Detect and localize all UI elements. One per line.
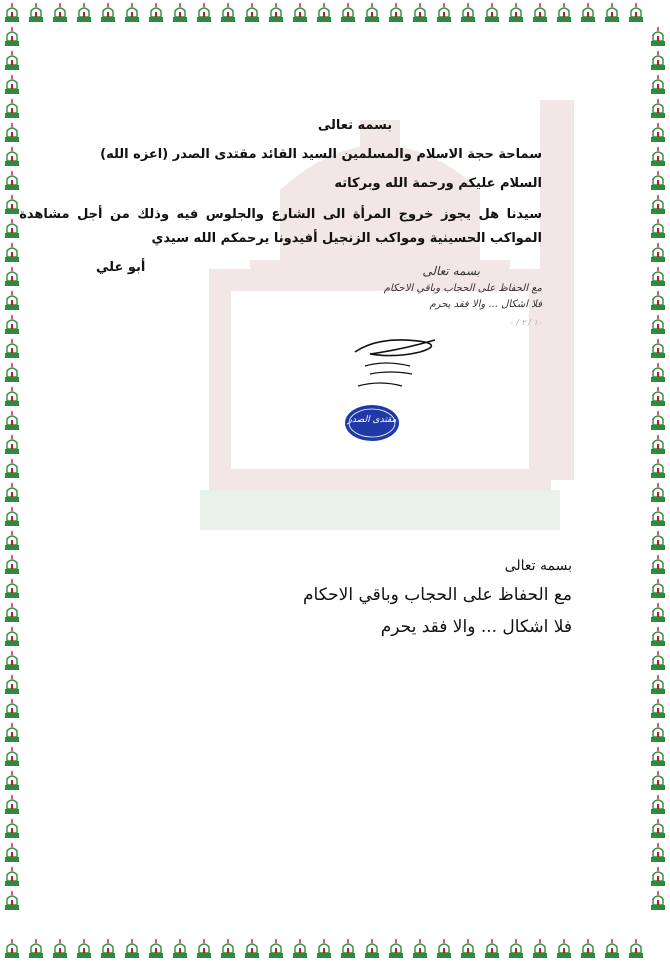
seal-text: مقتدى الصدر [347, 415, 397, 425]
handwritten-reply-line3: فلا اشكال ... والا فقد يحرم [429, 299, 542, 310]
border-mosque-tile-icon [1, 553, 23, 575]
border-mosque-tile-icon [647, 865, 669, 887]
ornamental-border-top [0, 0, 670, 24]
border-mosque-tile-icon [647, 193, 669, 215]
border-mosque-tile-icon [409, 937, 431, 959]
border-mosque-tile-icon [385, 1, 407, 23]
border-mosque-tile-icon [1, 793, 23, 815]
border-mosque-tile-icon [241, 937, 263, 959]
border-mosque-tile-icon [1, 697, 23, 719]
border-mosque-tile-icon [241, 1, 263, 23]
letter-heading: بسمه تعالى [317, 118, 393, 133]
border-mosque-tile-icon [647, 169, 669, 191]
border-mosque-tile-icon [97, 937, 119, 959]
border-mosque-tile-icon [1, 505, 23, 527]
border-mosque-tile-icon [169, 1, 191, 23]
typed-reply-line3: فلا اشكال ... والا فقد يحرم [380, 617, 572, 637]
border-mosque-tile-icon [1, 265, 23, 287]
border-mosque-tile-icon [1, 409, 23, 431]
border-mosque-tile-icon [647, 73, 669, 95]
border-mosque-tile-icon [73, 1, 95, 23]
border-mosque-tile-icon [361, 1, 383, 23]
border-mosque-tile-icon [577, 1, 599, 23]
border-mosque-tile-icon [647, 721, 669, 743]
border-mosque-tile-icon [505, 1, 527, 23]
border-mosque-tile-icon [457, 937, 479, 959]
border-mosque-tile-icon [647, 337, 669, 359]
border-mosque-tile-icon [553, 1, 575, 23]
border-mosque-tile-icon [1, 625, 23, 647]
border-mosque-tile-icon [97, 1, 119, 23]
border-mosque-tile-icon [647, 97, 669, 119]
ornamental-border-left [0, 24, 24, 936]
border-mosque-tile-icon [1, 865, 23, 887]
border-mosque-tile-icon [1, 889, 23, 911]
border-mosque-tile-icon [313, 1, 335, 23]
border-mosque-tile-icon [647, 841, 669, 863]
border-mosque-tile-icon [647, 625, 669, 647]
border-mosque-tile-icon [647, 385, 669, 407]
border-mosque-tile-icon [601, 937, 623, 959]
border-mosque-tile-icon [647, 313, 669, 335]
border-mosque-tile-icon [1, 673, 23, 695]
border-mosque-tile-icon [647, 25, 669, 47]
border-mosque-tile-icon [1, 433, 23, 455]
border-mosque-tile-icon [1, 1, 23, 23]
border-mosque-tile-icon [1, 145, 23, 167]
border-mosque-tile-icon [1, 817, 23, 839]
border-mosque-tile-icon [193, 1, 215, 23]
border-mosque-tile-icon [1, 769, 23, 791]
border-mosque-tile-icon [647, 649, 669, 671]
border-mosque-tile-icon [313, 937, 335, 959]
border-mosque-tile-icon [647, 889, 669, 911]
border-mosque-tile-icon [1, 841, 23, 863]
border-mosque-tile-icon [1, 73, 23, 95]
border-mosque-tile-icon [1, 649, 23, 671]
border-mosque-tile-icon [337, 1, 359, 23]
border-mosque-tile-icon [457, 1, 479, 23]
border-mosque-tile-icon [1, 745, 23, 767]
border-mosque-tile-icon [1, 529, 23, 551]
border-mosque-tile-icon [529, 937, 551, 959]
border-mosque-tile-icon [1, 313, 23, 335]
border-mosque-tile-icon [647, 673, 669, 695]
border-mosque-tile-icon [73, 937, 95, 959]
border-mosque-tile-icon [361, 937, 383, 959]
border-mosque-tile-icon [577, 937, 599, 959]
border-mosque-tile-icon [647, 433, 669, 455]
border-mosque-tile-icon [647, 817, 669, 839]
border-mosque-tile-icon [1, 241, 23, 263]
border-mosque-tile-icon [647, 529, 669, 551]
border-mosque-tile-icon [433, 937, 455, 959]
border-mosque-tile-icon [265, 1, 287, 23]
border-mosque-tile-icon [647, 265, 669, 287]
border-mosque-tile-icon [647, 409, 669, 431]
border-mosque-tile-icon [1, 169, 23, 191]
border-mosque-tile-icon [1, 25, 23, 47]
border-mosque-tile-icon [1, 361, 23, 383]
border-mosque-tile-icon [647, 145, 669, 167]
border-mosque-tile-icon [647, 361, 669, 383]
border-mosque-tile-icon [647, 553, 669, 575]
border-mosque-tile-icon [121, 1, 143, 23]
border-mosque-tile-icon [49, 1, 71, 23]
border-mosque-tile-icon [1, 481, 23, 503]
border-mosque-tile-icon [647, 697, 669, 719]
border-mosque-tile-icon [625, 937, 647, 959]
border-mosque-tile-icon [337, 937, 359, 959]
border-mosque-tile-icon [1, 937, 23, 959]
border-mosque-tile-icon [647, 769, 669, 791]
border-mosque-tile-icon [49, 937, 71, 959]
letter-question-line2: المواكب الحسينية ومواكب الزنجيل أفيدونا يرحمكم الله سيدي [151, 231, 542, 246]
border-mosque-tile-icon [647, 793, 669, 815]
border-mosque-tile-icon [647, 217, 669, 239]
letter-signature: أبو علي [96, 260, 146, 275]
handwritten-reply-line2: مع الحفاظ على الحجاب وباقي الاحكام [383, 283, 542, 294]
handwritten-signature-icon [340, 330, 450, 395]
ornamental-border-bottom [0, 936, 670, 960]
border-mosque-tile-icon [25, 1, 47, 23]
border-mosque-tile-icon [1, 337, 23, 359]
border-mosque-tile-icon [1, 49, 23, 71]
border-mosque-tile-icon [1, 385, 23, 407]
ornamental-border-right [646, 24, 670, 936]
border-mosque-tile-icon [433, 1, 455, 23]
border-mosque-tile-icon [481, 1, 503, 23]
border-mosque-tile-icon [1, 457, 23, 479]
border-mosque-tile-icon [553, 937, 575, 959]
border-mosque-tile-icon [145, 1, 167, 23]
border-mosque-tile-icon [647, 505, 669, 527]
border-mosque-tile-icon [529, 1, 551, 23]
letter-greeting: السلام عليكم ورحمة الله وبركاته [334, 176, 542, 191]
border-mosque-tile-icon [1, 577, 23, 599]
border-mosque-tile-icon [647, 481, 669, 503]
border-mosque-tile-icon [1, 289, 23, 311]
border-mosque-tile-icon [647, 241, 669, 263]
handwritten-reply-line1: بسمه تعالى [422, 264, 480, 278]
border-mosque-tile-icon [647, 601, 669, 623]
border-mosque-tile-icon [647, 745, 669, 767]
typed-reply-line2: مع الحفاظ على الحجاب وباقي الاحكام [303, 585, 572, 605]
border-mosque-tile-icon [647, 121, 669, 143]
border-mosque-tile-icon [145, 937, 167, 959]
border-mosque-tile-icon [217, 1, 239, 23]
border-mosque-tile-icon [505, 937, 527, 959]
border-mosque-tile-icon [409, 1, 431, 23]
border-mosque-tile-icon [193, 937, 215, 959]
border-mosque-tile-icon [169, 937, 191, 959]
typed-reply-line1: بسمه تعالى [504, 558, 572, 574]
letter-addressee: سماحة حجة الاسلام والمسلمين السيد القائد مقتدى الصدر (اعزه الله) [100, 147, 542, 162]
border-mosque-tile-icon [289, 937, 311, 959]
border-mosque-tile-icon [289, 1, 311, 23]
border-mosque-tile-icon [1, 97, 23, 119]
border-mosque-tile-icon [647, 457, 669, 479]
border-mosque-tile-icon [647, 577, 669, 599]
border-mosque-tile-icon [1, 721, 23, 743]
border-mosque-tile-icon [647, 289, 669, 311]
border-mosque-tile-icon [481, 937, 503, 959]
border-mosque-tile-icon [1, 121, 23, 143]
border-mosque-tile-icon [385, 937, 407, 959]
handwritten-date: ١٠ / ٢ / ٠ [509, 318, 542, 327]
border-mosque-tile-icon [265, 937, 287, 959]
letter-question-line1: سيدنا هل يجوز خروج المرأة الى الشارع والجلوس فيه وذلك من أجل مشاهدة [19, 207, 542, 222]
border-mosque-tile-icon [625, 1, 647, 23]
border-mosque-tile-icon [217, 937, 239, 959]
border-mosque-tile-icon [121, 937, 143, 959]
border-mosque-tile-icon [601, 1, 623, 23]
border-mosque-tile-icon [647, 49, 669, 71]
border-mosque-tile-icon [25, 937, 47, 959]
border-mosque-tile-icon [1, 601, 23, 623]
